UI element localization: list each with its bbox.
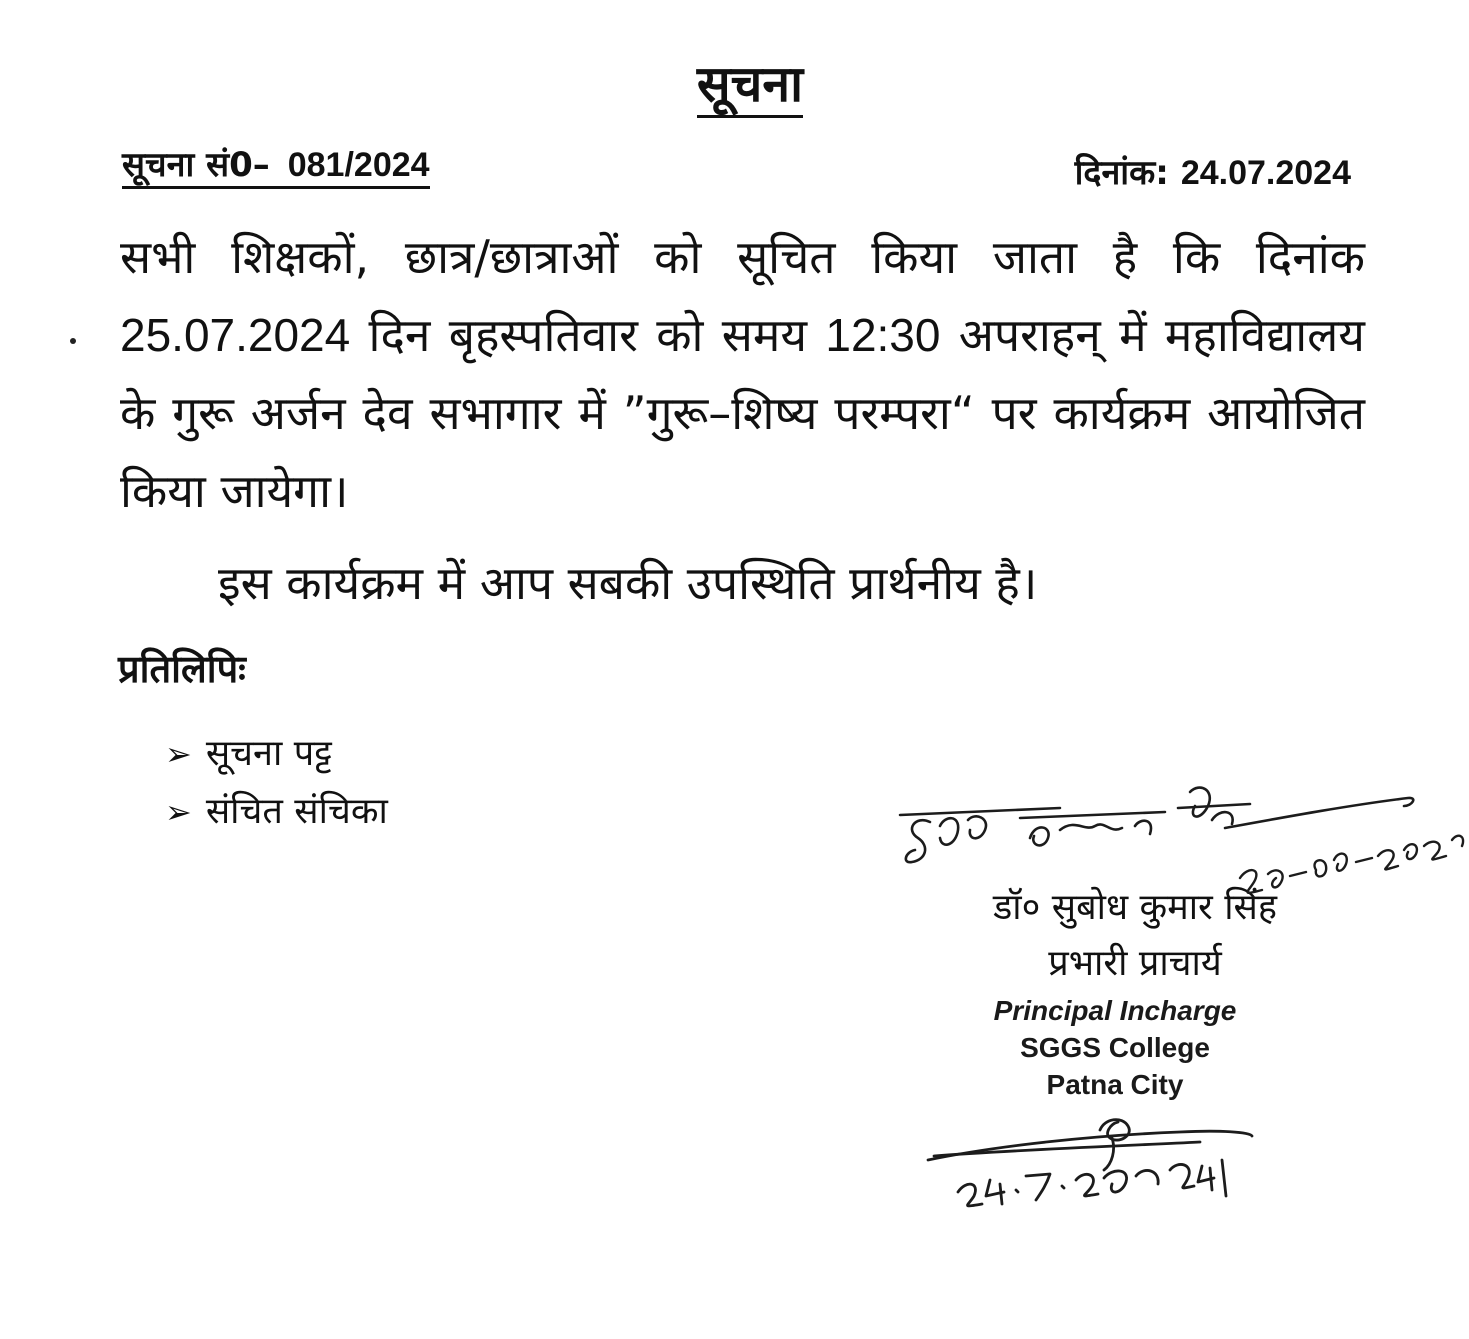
body-text-part3: अपराहन् में महाविद्यालय के गुरू अर्जन देव सभागार में ”गुरू–शिष्य परम्परा“ पर कार्यक्रम आयोजित किया जायेगा। [120, 308, 1365, 518]
handwritten-initials [928, 1120, 1252, 1206]
attendance-request: इस कार्यक्रम में आप सबकी उपस्थिति प्रार्थनीय है। [218, 556, 1038, 610]
notice-title-text: सूचना [697, 55, 803, 118]
signatory-designation: प्रभारी प्राचार्य [1048, 943, 1222, 984]
notice-reference-number: 081/2024 [287, 146, 430, 184]
copy-to-item-label: सूचना पट्ट [205, 733, 332, 774]
copy-to-item [165, 783, 388, 841]
event-time: 12:30 [825, 309, 941, 361]
body-text-part2: दिन बृहस्पतिवार को समय [350, 308, 826, 362]
arrow-bullet-icon: ➢ [165, 793, 192, 831]
signatory-block [880, 880, 1360, 992]
notice-body [120, 218, 1365, 530]
notice-date-value: 24.07.2024 [1180, 154, 1351, 192]
official-stamp [960, 992, 1270, 1103]
notice-reference [122, 140, 430, 186]
margin-dot [70, 338, 76, 344]
event-date: 25.07.2024 [120, 309, 351, 361]
notice-date [1075, 148, 1351, 194]
body-text-part1: सभी शिक्षकों, छात्र/छात्राओं को सूचित किया जाता है कि दिनांक [120, 230, 1365, 284]
handwritten-signature [900, 788, 1413, 863]
copy-to-label: प्रतिलिपिः [118, 647, 246, 691]
notice-date-label: दिनांक: [1074, 153, 1169, 193]
stamp-line-college: SGGS College [1020, 1032, 1210, 1063]
signatory-name: डॉ० सुबोध कुमार सिंह [993, 887, 1277, 928]
notice-reference-underline [122, 145, 430, 189]
copy-to-list [165, 725, 388, 841]
arrow-bullet-icon: ➢ [165, 735, 192, 773]
copy-to-item [165, 725, 388, 783]
copy-to-item-label: संचित संचिका [205, 791, 388, 832]
stamp-line-city: Patna City [1046, 1069, 1184, 1100]
stamp-line-title: Principal Incharge [993, 995, 1237, 1026]
notice-reference-label: सूचना सं0– [122, 145, 270, 185]
notice-title [0, 48, 1469, 116]
